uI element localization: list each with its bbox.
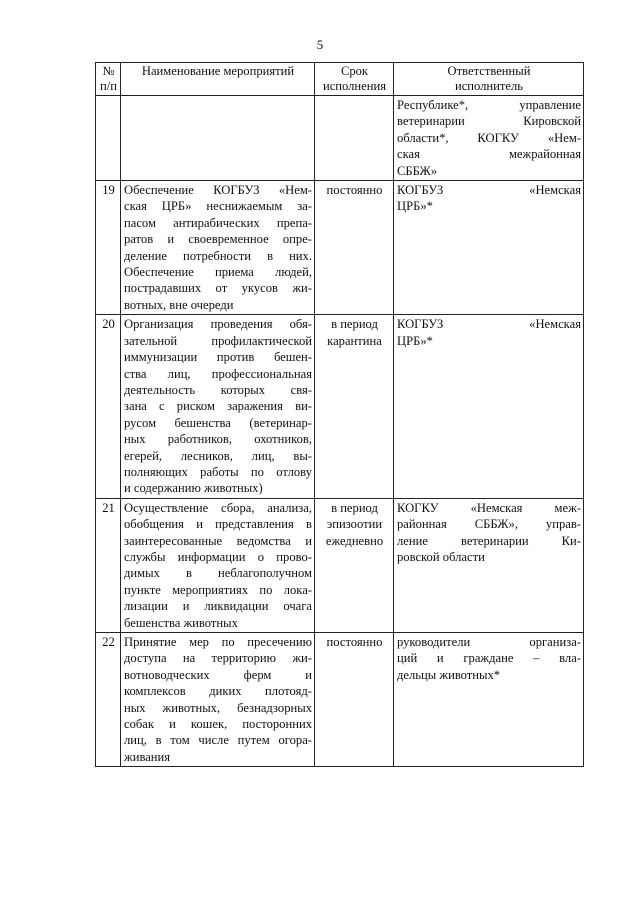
deadline-cell — [315, 315, 394, 498]
header-deadline — [315, 63, 394, 96]
text-line: ства лиц, профессиональная — [124, 366, 312, 381]
text-line: ЦРБ»* — [397, 333, 433, 348]
text-line: вотноводческих ферм и — [124, 667, 312, 682]
text-line: иммунизации против бешен- — [124, 350, 312, 365]
text-line: ЦРБ»* — [397, 199, 433, 214]
text-line: ская межрайонная — [397, 147, 581, 162]
responsible-cell — [394, 315, 584, 498]
header-responsible — [394, 63, 584, 96]
text-line: пасом антирабических препа- — [124, 215, 312, 230]
text-line: в период — [331, 317, 378, 332]
text-line: КОГКУ «Немская меж- — [397, 500, 581, 515]
text-line: и содержанию животных) — [124, 481, 263, 496]
table-row — [96, 315, 584, 498]
text-line: ных работников, охотников, — [124, 432, 312, 447]
text-line: доступа на территорию жи- — [124, 651, 312, 666]
text-line: Срок — [340, 64, 369, 78]
text-line: ская ЦРБ» неснижаемым за- — [124, 199, 312, 214]
text-line: области*, КОГКУ «Нем- — [397, 130, 581, 145]
text-line: эпизоотии — [326, 517, 383, 532]
table-row — [96, 181, 584, 315]
text-line: бешенства животных — [124, 615, 238, 630]
deadline-cell — [315, 498, 394, 632]
text-line: исполнения — [322, 79, 387, 93]
text-line: заинтересованные ведомства и — [124, 533, 312, 548]
text-line: ных животных, безнадзорных — [124, 700, 312, 715]
text-line: Республике*, управление — [397, 98, 581, 112]
text-line: вотных, вне очереди — [124, 297, 234, 312]
responsible-cell — [394, 181, 584, 315]
header-number — [96, 63, 121, 96]
table-body — [96, 96, 584, 767]
table-row — [96, 633, 584, 767]
text-line: пункте мероприятиях по лока- — [124, 582, 312, 597]
text-line: Организация проведения обя- — [124, 317, 312, 332]
responsible-cell — [394, 96, 584, 181]
text-line: димых в неблагополучном — [124, 566, 312, 581]
text-line: СББЖ» — [397, 163, 438, 178]
text-line: Ответственный — [447, 64, 531, 78]
text-line: ветеринарии Кировской — [397, 114, 581, 129]
text-line: русом бешенства (ветеринар- — [124, 415, 312, 430]
text-line: Принятие мер по пресечению — [124, 635, 312, 649]
text-line: пострадавших от укусов жи- — [124, 281, 312, 296]
row-number: 22 — [96, 633, 121, 767]
deadline-cell — [315, 96, 394, 181]
text-line: Обеспечение приема людей, — [124, 265, 312, 280]
text-line: ратов и своевременное опре- — [124, 232, 312, 247]
text-line: Обеспечение КОГБУЗ «Нем- — [124, 183, 312, 198]
text-line: КОГБУЗ «Немская — [397, 317, 581, 332]
text-line: карантина — [327, 333, 382, 348]
text-line: в период — [331, 500, 378, 515]
responsible-cell — [394, 498, 584, 632]
text-line: ежедневно — [325, 533, 384, 548]
table-row — [96, 96, 584, 181]
row-number: 19 — [96, 181, 121, 315]
text-line: обобщения и представления в — [124, 517, 312, 532]
responsible-cell — [394, 633, 584, 767]
text-line: лиц, в том числе путем огора- — [124, 733, 312, 748]
deadline-cell — [315, 633, 394, 767]
row-number: 20 — [96, 315, 121, 498]
measure-name-cell — [121, 633, 315, 767]
text-line: лизации и ликвидации очага — [124, 599, 312, 614]
text-line: постоянно — [326, 183, 383, 198]
text-line: исполнитель — [454, 79, 524, 93]
table-row — [96, 498, 584, 632]
text-line: егерей, лесников, лиц, вы- — [124, 448, 312, 463]
text-line: дельцы животных* — [397, 667, 501, 682]
text-line: деление потребности в них. — [124, 248, 312, 263]
text-line: службы информации о прово- — [124, 549, 312, 564]
deadline-cell — [315, 181, 394, 315]
row-number: 21 — [96, 498, 121, 632]
measure-name-cell — [121, 181, 315, 315]
text-line: п/п — [100, 79, 117, 93]
table-header-row — [96, 63, 584, 96]
text-line: зательной профилактической — [124, 333, 312, 348]
measure-name-cell — [121, 498, 315, 632]
text-line: деятельность которых свя- — [124, 382, 312, 397]
text-line: ровской области — [397, 549, 485, 564]
row-number — [96, 96, 121, 181]
text-line: районная СББЖ», управ- — [397, 517, 581, 532]
text-line: руководители организа- — [397, 635, 581, 649]
text-line: зана с риском заражения ви- — [124, 399, 312, 414]
measures-table — [95, 62, 584, 767]
page-number: 5 — [316, 37, 324, 52]
text-line: комплексов диких плотояд- — [124, 684, 312, 699]
text-line: постоянно — [326, 635, 383, 649]
text-line: Осуществление сбора, анализа, — [124, 500, 312, 515]
text-line: КОГБУЗ «Немская — [397, 183, 581, 198]
text-line: Наименование мероприятий — [141, 64, 295, 78]
text-line: ций и граждане – вла- — [397, 651, 581, 666]
text-line: ление ветеринарии Ки- — [397, 533, 581, 548]
measure-name-cell — [121, 315, 315, 498]
measure-name-cell — [121, 96, 315, 181]
text-line: № — [102, 64, 115, 78]
text-line: собак и кошек, посторонних — [124, 717, 312, 732]
text-line: полняющих работы по отлову — [124, 464, 312, 479]
header-measure-name — [121, 63, 315, 96]
text-line: живания — [124, 749, 171, 764]
